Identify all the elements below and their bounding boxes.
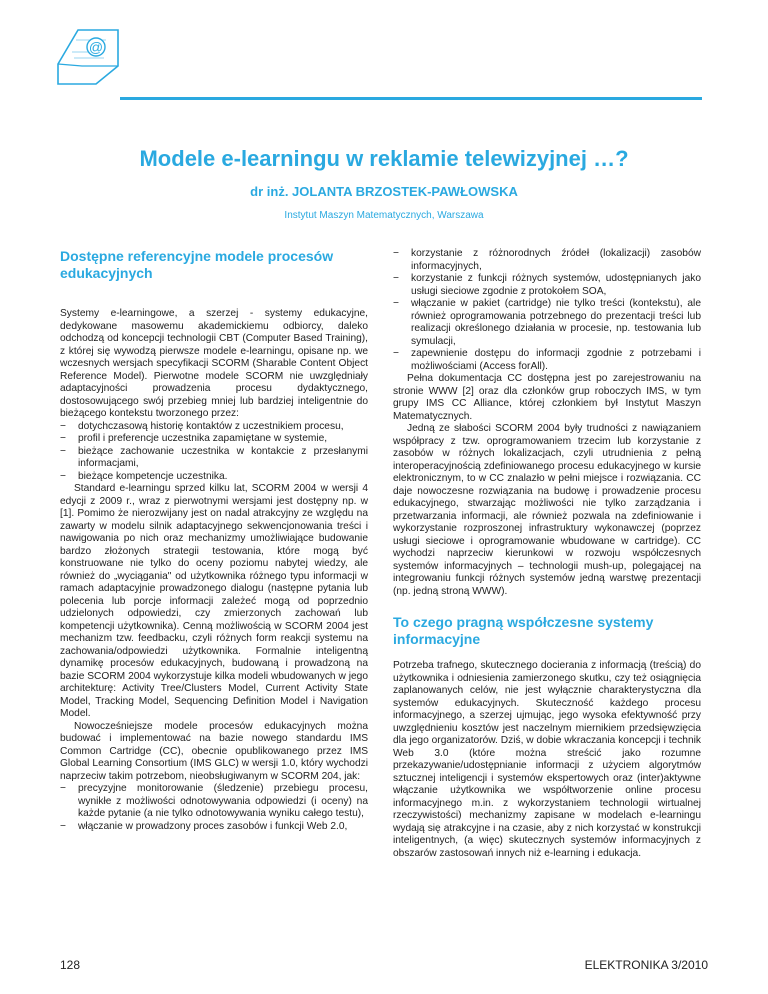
needs-list	[60, 783, 368, 833]
author-name: dr inż. JOLANTA BRZOSTEK-PAWŁOWSKA	[250, 184, 518, 199]
journal-name: ELEKTRONIKA 3/2010	[584, 958, 708, 972]
left-column	[60, 248, 368, 833]
list-item: − bieżące kompetencje uczestnika.	[60, 470, 228, 482]
list-item: − bieżące zachowanie uczestnika w kontakcie z przesłanymi informacjami,	[60, 445, 368, 469]
needs-list-continued	[393, 248, 701, 373]
list-item: − włączanie w prowadzony proces zasobów i funkcji Web 2.0,	[60, 820, 348, 832]
context-list	[60, 421, 368, 484]
list-item: − dotychczasową historię kontaktów z uczestnikiem procesu,	[60, 420, 344, 432]
list-item: − zapewnienie dostępu do informacji zgodnie z potrzebami i możliwościami (Access forAll).	[393, 348, 701, 372]
article-title: Modele e-learningu w reklamie telewizyjnej …?	[139, 146, 629, 171]
list-item: − korzystanie z różnorodnych źródeł (lokalizacji) zasobów informacyjnych,	[393, 248, 701, 272]
list-marker: −	[60, 470, 66, 482]
header-rule	[120, 97, 702, 100]
section-heading-information-systems: To czego pragną współczesne systemy informacyjne	[393, 614, 654, 647]
author-affiliation: Instytut Maszyn Matematycznych, Warszawa	[284, 210, 484, 221]
list-marker: −	[393, 248, 399, 259]
list-marker: −	[60, 445, 66, 457]
intro-paragraph: Systemy e-learningowe, a szerzej - systemy edukacyjne, dedykowane masowemu akademickiemu odbiorcy, daleko odchodzą od koncepcji technologii CBT (Computer Based Training), z której się wywodzą pierwsze modele e-learningu, opisane np. we wczesnych wersjach specyfikacji SCORM (Sharable Content Object Reference Model). Pierwotne modele SCORM nie uwzględniały adaptacyjności prowadzenia procesu dydaktycznego, dostosowującego swój przebieg mniej lub bardziej inteligentnie do bieżącego kontekstu tworzonego przez:	[60, 308, 368, 419]
page-number: 128	[60, 958, 81, 972]
right-column	[393, 248, 701, 860]
list-item: − profil i preferencje uczestnika zapamiętane w systemie,	[60, 433, 328, 444]
list-item: − korzystanie z funkcji różnych systemów, udostępnianych jako usługi sieciowe zgodnie z protokołem SOA,	[393, 273, 701, 297]
email-at-icon	[52, 26, 124, 88]
list-marker: −	[60, 783, 66, 794]
paragraph-documentation: Pełna dokumentacja CC dostępna jest po zarejestrowaniu na stronie WWW [2] oraz dla członków grup roboczych IMS, w tym grupy IMS CC Alliance, której członkiem był Instytut Maszyn Matematycznych.	[393, 373, 701, 422]
list-item: − precyzyjne monitorowanie (śledzenie) przebiegu procesu, wynikłe z możliwości odnotowywania odpowiedzi (i oceny) na każde pytanie (a nie tylko odnotowywania wyniku całego testu),	[60, 783, 368, 819]
paragraph-weakness: Jedną ze słabości SCORM 2004 były trudności z nawiązaniem współpracy z tzw. oprogramowaniem trzecim lub korzystanie z zasobów w różnych lokalizacjach, czyli utrudnienia z pełną interoperacyjnością zdefiniowanego procesu edukacyjnego w kursie elektronicznym, to w CC znalazło w pełni miejsce i rozwiązania. CC daje nowoczesne rozwiązania na budowę i prowadzenie procesu edukacyjnego, stwarzając możliwości nie tylko zarządzania i przetwarzania informacji, ale również pozwala na zdefiniowanie i wykorzystanie rozproszonej infrastruktury wykonawczej (poprzez usługi sieciowe i oprogramowanie wbudowane w cartridge). CC wychodzi naprzeciw kierunkowi w rozwoju współczesnych systemów informacyjnych – technologii mush-up, polegającej na integrowaniu funkcji różnych systemów jedną warstwę prezentacji (np. jedną stroną WWW).	[393, 423, 701, 597]
list-marker: −	[60, 433, 66, 444]
list-marker: −	[393, 298, 399, 309]
list-marker: −	[393, 273, 399, 284]
list-marker: −	[393, 348, 399, 359]
paragraph-scorm: Standard e-learningu sprzed kilku lat, SCORM 2004 w wersji 4 edycji z 2009 r., wraz z pierwotnymi wersjami jest dostępny np. w [1]. Pomimo że nierozwijany jest on nadal atrakcyjny ze względu na zawarty w modelu silnik adaptacyjnego sekwencjonowania treści i nawigowania po nich oraz mechanizmy umożliwiające budowanie bardzo złożonych strategii testowania, które mogą być konstruowane nie tylko do oceny poziomu nabytej wiedzy, ale również do „wyciągania" od użytkownika różnego typu informacji w ramach adaptacyjnie prowadzonego dialogu (następne pytania lub polecenia lub porcje informacji zależeć mogą od poprzednio udzielonych odpowiedzi, czy zmierzonych zachowań lub kompetencji użytkownika). Cenną możliwością w SCORM 2004 jest mechanizm tzw. feedbacku, czyli różnych form reakcji systemu na zachowania/odpowiedzi użytkownika. Formalnie inteligentną dynamikę procesów edukacyjnych, budowaną i prowadzoną na bazie SCORM 2004 wykorzystuje kilka modeli wbudowanych w jego architekturę: Activity Tree/Clusters Model, Current Activity State Model, Tracking Model, Sequencing Definition Model i Navigation Model.	[60, 483, 368, 719]
list-item: − włączanie w pakiet (cartridge) nie tylko treści (kontekstu), ale również oprogramowania potrzebnego do prezentacji treści lub realizacji określonego działania w procesie, np. testowania lub symulacji,	[393, 298, 701, 347]
section-heading-models: Dostępne referencyjne modele procesów edukacyjnych	[60, 248, 334, 281]
paragraph-ims-cc: Nowocześniejsze modele procesów edukacyjnych można budować i implementować na bazie nowego standardu IMS Common Cartridge (CC), obecnie opublikowanego przez IMS Global Learning Consortium (IMS GLC) w wersji 1.0, który wychodzi naprzeciw takim potrzebom, nieobsługiwanym w SCORM 204, jak:	[60, 720, 368, 782]
paragraph-web3: Potrzeba trafnego, skutecznego docierania z informacją (treścią) do użytkownika i odniesienia zamierzonego skutku, czy też osiągnięcia zaplanowanych celów, nie jest wyłącznie charakterystyczna dla systemów edukacyjnych. Skuteczność każdego procesu informacyjnego, a szerzej ujmując, jego wysoka efektywność przy uwzględnieniu kosztów jest naczelnym miernikiem przedsięwzięcia dla jego organizatorów. Dziś, w dobie wkraczania koncepcji i technik Web 3.0 (które można streścić jako rozumne przekazywanie/udostępnianie informacji z użyciem algorytmów sztucznej inteligencji i systemów ekspertowych oraz (inter)aktywne włączanie użytkownika we współtworzenie online procesu informacyjnego m.in. z wykorzystaniem technologii wirtualnej rzeczywistości) mechanizmy zapisane w modelach e-learningu wydają się atrakcyjne i na czasie, aby z nich korzystać w konstrukcji inteligentnych, (a więc) skutecznych systemów informacyjnych z obszarów zastosowań innych niż e-learning i edukacja.	[393, 660, 701, 859]
list-marker: −	[60, 420, 66, 432]
list-marker: −	[60, 820, 66, 832]
svg-text:@: @	[88, 39, 104, 55]
